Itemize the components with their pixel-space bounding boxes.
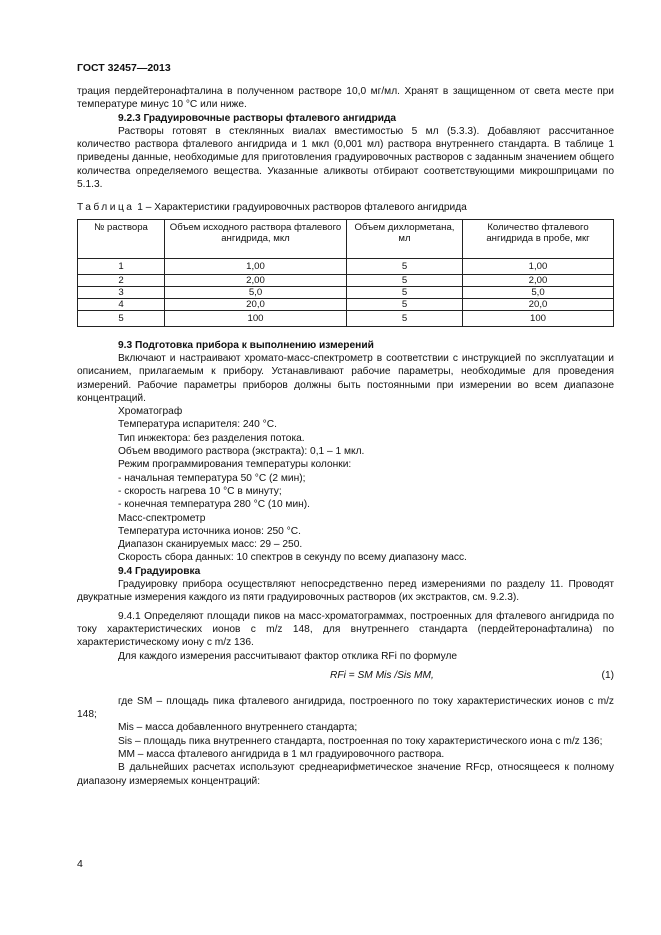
where-sm: где SM – площадь пика фталевого ангидрида, построенного по току характеристических ионов с m/z 148; [77,695,614,721]
table-cell: 5 [347,286,463,298]
page-number: 4 [77,858,83,870]
parameter-line: Температура источника ионов: 250 °С. [118,525,301,537]
where-sis: Sis – площадь пика внутреннего стандарта, построенная по току характеристического иона с m/z 136; [118,735,603,747]
document-body [77,85,614,788]
formula-1 [77,669,614,691]
formula-text: RFi = SM Mis /Sis MM, [330,669,434,681]
table-cell: 5 [347,274,463,286]
table-header-cell: № раствора [78,219,165,258]
table-cell: 2 [78,274,165,286]
instrument-parameters [77,405,614,565]
parameter-line: Режим программирования температуры колонки: [118,459,352,471]
document-header: ГОСТ 32457—2013 [77,62,171,74]
table-header-cell: Объем исходного раствора фталевого ангидрида, мкл [165,219,347,258]
parameter-line: - конечная температура 280 °С (10 мин). [118,499,310,511]
table-cell: 5,0 [463,286,614,298]
table-caption [77,201,614,214]
table-row [78,298,614,310]
parameter-line: Температура испарителя: 240 °С. [118,419,277,431]
table-cell: 100 [165,310,347,326]
table-cell: 4 [78,298,165,310]
table-caption-text: 1 – Характеристики градуировочных растворов фталевого ангидрида [134,202,467,214]
table-cell: 1,00 [165,258,347,274]
table-row [78,274,614,286]
table-cell: 5 [347,310,463,326]
formula-number: (1) [601,669,614,681]
table-cell: 2,00 [165,274,347,286]
section-94-title: 9.4 Градуировка [118,565,201,577]
parameter-line: Масс-спектрометр [118,512,206,524]
formula-expression [330,669,434,682]
table-cell: 3 [78,286,165,298]
table-cell: 100 [463,310,614,326]
where-mm: MM – масса фталевого ангидрида в 1 мл градуировочного раствора. [118,748,445,760]
parameter-line: - начальная температура 50 °С (2 мин); [118,472,306,484]
table-cell: 1,00 [463,258,614,274]
table-header-cell: Количество фталевого ангидрида в пробе, мкг [463,219,614,258]
table-cell: 2,00 [463,274,614,286]
parameter-line: - скорость нагрева 10 °С в минуту; [118,485,282,497]
table-header-cell: Объем дихлорметана, мл [347,219,463,258]
parameter-line: Скорость сбора данных: 10 спектров в секунду по всему диапазону масс. [118,552,467,564]
table-cell: 5 [78,310,165,326]
table-row [78,258,614,274]
table-row [78,310,614,326]
section-923-text: Растворы готовят в стеклянных виалах вместимостью 5 мл (5.3.3). Добавляют рассчитанное количество раствора фталевого ангидрида и 1 мкл (0,001 мл) раствора внутреннего стандарта. В таблице 1 приведены данные, необходимые для приготовления градуировочных растворов с заданным значением общего количества определяемого вещества. Указанные аликвоты отбирают соответствующими микрошприцами по 5.1.3. [77,125,614,191]
rf-intro: Для каждого измерения рассчитывают фактор отклика RFi по формуле [118,650,458,662]
intro-paragraph: трация пердейтеронафталина в полученном растворе 10,0 мг/мл. Хранят в защищенном от света месте при температуре минус 10 °С или ниже. [77,86,614,111]
table-cell: 5 [347,258,463,274]
table-header-row [78,219,614,258]
table-cell: 5,0 [165,286,347,298]
parameter-line: Диапазон сканируемых масс: 29 – 250. [118,539,303,551]
table-cell: 1 [78,258,165,274]
table-cell: 20,0 [463,298,614,310]
table-cell: 5 [347,298,463,310]
parameter-line: Хроматограф [118,406,183,418]
where-mis: Mis – масса добавленного внутреннего стандарта; [118,722,358,734]
parameter-line: Тип инжектора: без разделения потока. [118,432,305,444]
section-923-title: 9.2.3 Градуировочные растворы фталевого ангидрида [118,112,397,124]
final-paragraph: В дальнейших расчетах используют среднеарифметическое значение RFср, относящееся к полному диапазону измеряемых концентраций: [77,762,614,787]
section-941-text: 9.4.1 Определяют площади пиков на масс-хроматограммах, построенных для фталевого ангидрида по току характеристических ионов с m/z 148, для внутреннего стандарта (пердейтеронафталина) по характеристическому иону с m/z 136. [77,610,614,649]
section-93-title: 9.3 Подготовка прибора к выполнению измерений [118,339,374,351]
parameter-line: Объем вводимого раствора (экстракта): 0,1 – 1 мкл. [118,446,365,458]
table-row [78,286,614,298]
section-93-text: Включают и настраивают хромато-масс-спектрометр в соответствии с инструкцией по эксплуатации и описанием, прилагаемым к прибору. Устанавливают рабочие параметры, необходимые для проведения измерений. Рабочие параметры приборов должны быть постоянными при измерении во всем диапазоне концентраций. [77,352,614,404]
table-1 [77,219,614,327]
table-cell: 20,0 [165,298,347,310]
section-94-text: Градуировку прибора осуществляют непосредственно перед измерениями по разделу 11. Проводят двукратные измерения каждого из пяти градуировочных растворов (их экстрактов, см. 9.2.3). [77,579,614,604]
table-caption-word: Таблица [77,202,135,214]
